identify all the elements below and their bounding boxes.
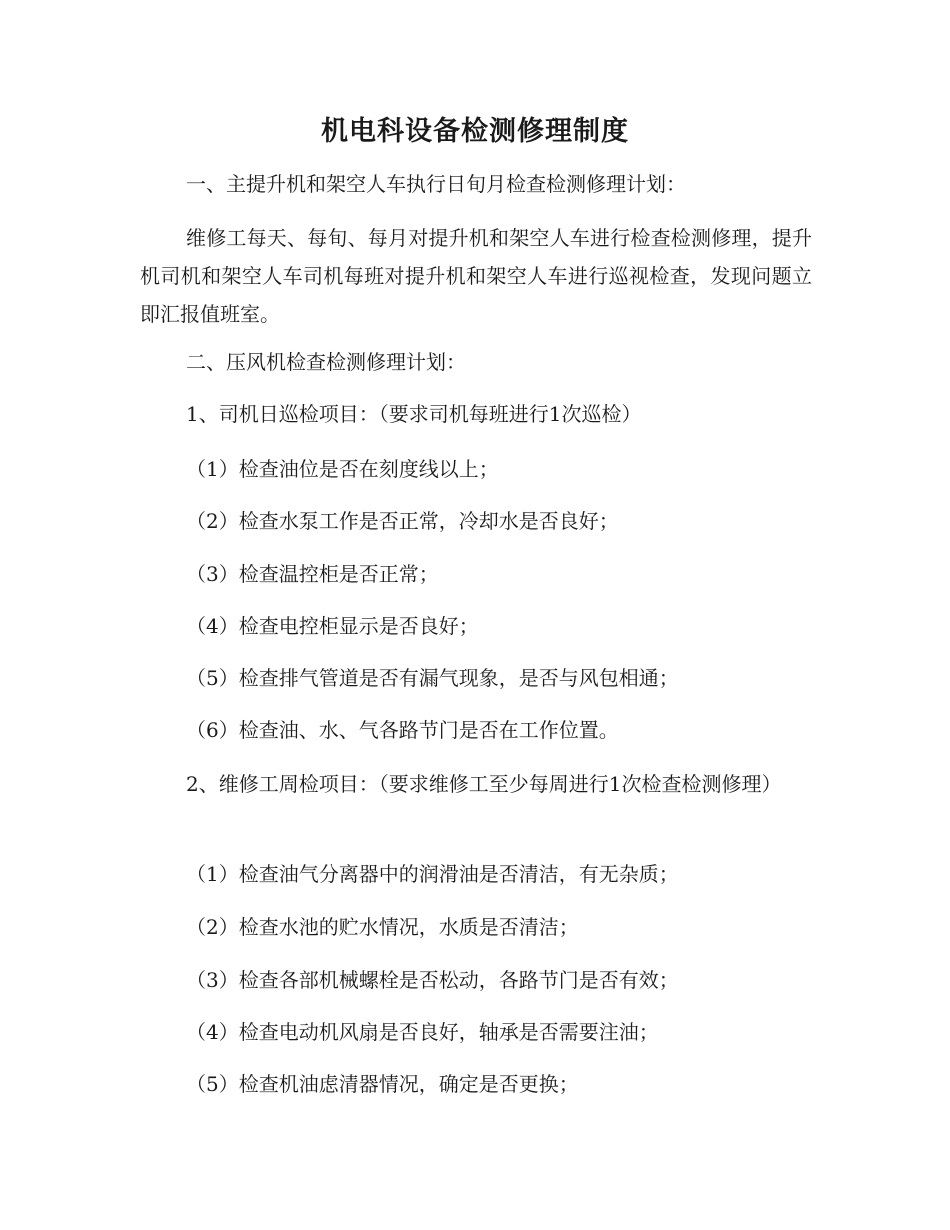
daily-item: （6）检查油、水、气各路节门是否在工作位置。 (186, 718, 619, 742)
weekly-inspection-heading: 2、维修工周检项目：（要求维修工至少每周进行1次检查检测修理） (186, 772, 782, 796)
document-title: 机电科设备检测修理制度 (321, 116, 629, 147)
section2-heading: 二、压风机检查检测修理计划： (186, 350, 466, 374)
daily-item: （4）检查电控柜显示是否良好； (186, 614, 479, 638)
weekly-item: （3）检查各部机械螺栓是否松动，各路节门是否有效； (186, 968, 679, 992)
daily-item: （2）检查水泵工作是否正常，冷却水是否良好； (186, 509, 619, 533)
daily-inspection-heading: 1、司机日巡检项目：（要求司机每班进行1次巡检） (186, 402, 642, 426)
daily-item: （5）检查排气管道是否有漏气现象，是否与风包相通； (186, 666, 679, 690)
section1-heading: 一、主提升机和架空人车执行日旬月检查检测修理计划： (186, 172, 686, 196)
weekly-item: （2）检查水池的贮水情况，水质是否清洁； (186, 915, 579, 939)
weekly-item: （4）检查电动机风扇是否良好，轴承是否需要注油； (186, 1020, 659, 1044)
weekly-item: （5）检查机油虑清器情况，确定是否更换； (186, 1072, 579, 1096)
daily-item: （3）检查温控柜是否正常； (186, 562, 439, 586)
weekly-item: （1）检查油气分离器中的润滑油是否清洁，有无杂质； (186, 862, 679, 886)
section1-paragraph: 维修工每天、每旬、每月对提升机和架空人车进行检查检测修理，提升机司机和架空人车司机每班对提升机和架空人车进行巡视检查，发现问题立即汇报值班室。 (140, 226, 812, 326)
daily-item: （1）检查油位是否在刻度线以上； (186, 457, 499, 481)
